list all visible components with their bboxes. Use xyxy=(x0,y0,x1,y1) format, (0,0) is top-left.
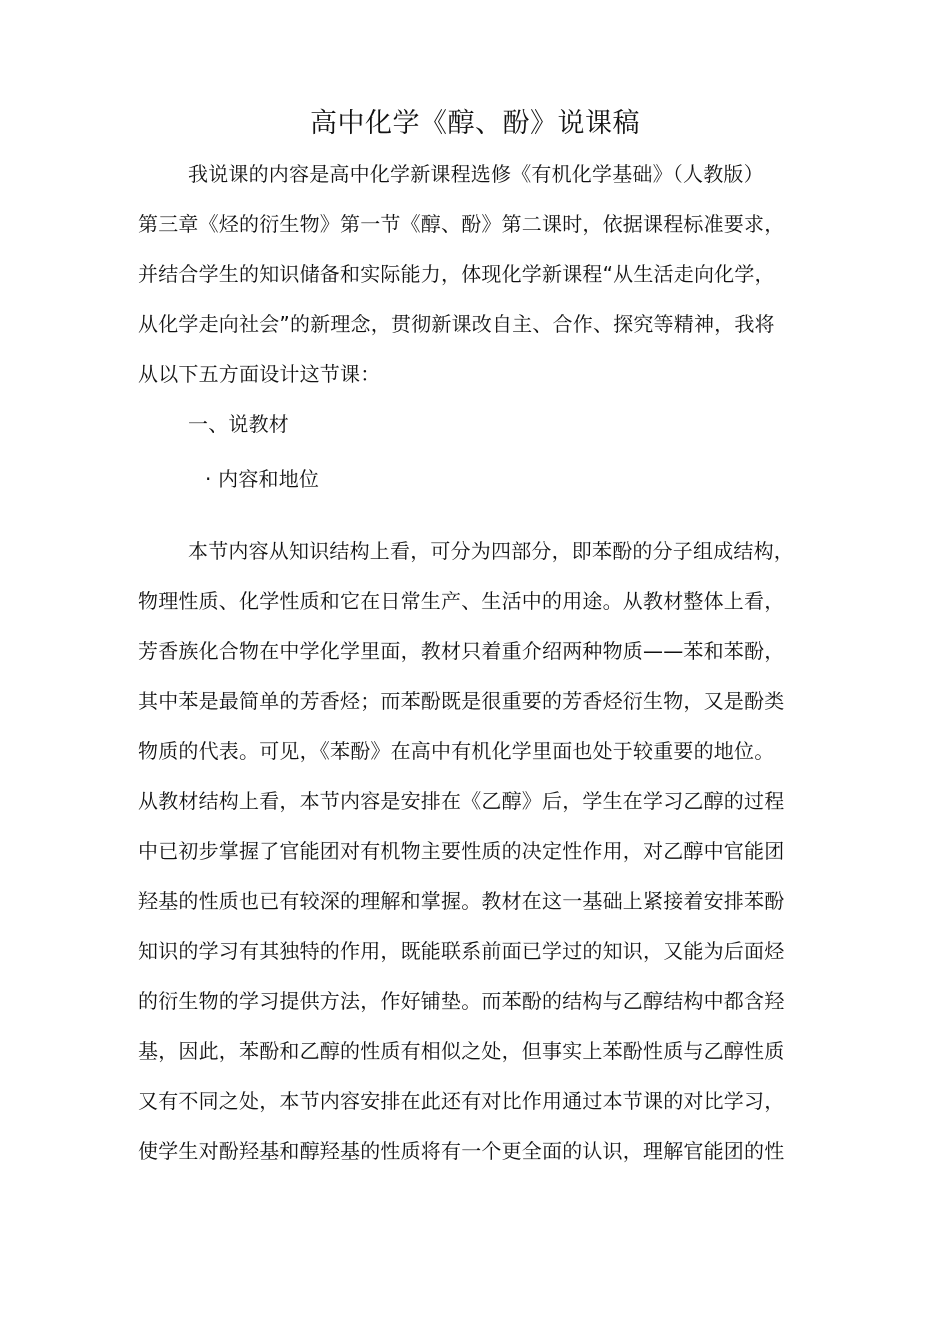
intro-line-3: 并结合学生的知识储备和实际能力，体现化学新课程“从生活走向化学， xyxy=(138,262,775,286)
body-line-3: 芳香族化合物在中学化学里面，教材只着重介绍两种物质——苯和苯酚， xyxy=(138,639,785,663)
body-line-8: 羟基的性质也已有较深的理解和掌握。教材在这一基础上紧接着安排苯酚 xyxy=(138,889,785,913)
intro-line-2: 第三章《烃的衍生物》第一节《醇、酚》第二课时，依据课程标准要求， xyxy=(138,212,785,236)
body-line-11: 基，因此，苯酚和乙醇的性质有相似之处，但事实上苯酚性质与乙醇性质 xyxy=(138,1039,785,1063)
body-line-4: 其中苯是最简单的芳香烃；而苯酚既是很重要的芳香烃衍生物，又是酚类 xyxy=(138,689,785,713)
body-line-1: 本节内容从知识结构上看，可分为四部分，即苯酚的分子组成结构， xyxy=(188,539,794,563)
body-line-2: 物理性质、化学性质和它在日常生产、生活中的用途。从教材整体上看， xyxy=(138,589,785,613)
body-line-10: 的衍生物的学习提供方法，作好铺垫。而苯酚的结构与乙醇结构中都含羟 xyxy=(138,989,785,1013)
body-line-5: 物质的代表。可见，《苯酚》在高中有机化学里面也处于较重要的地位。 xyxy=(138,739,775,763)
section-heading: 一、说教材 xyxy=(188,412,289,436)
body-line-12: 又有不同之处，本节内容安排在此还有对比作用通过本节课的对比学习， xyxy=(138,1089,785,1113)
body-line-13: 使学生对酚羟基和醇羟基的性质将有一个更全面的认识，理解官能团的性 xyxy=(138,1139,785,1163)
intro-line-4: 从化学走向社会”的新理念，贯彻新课改自主、合作、探究等精神，我将 xyxy=(138,312,775,336)
intro-line-1: 我说课的内容是高中化学新课程选修《有机化学基础》（人教版） xyxy=(188,162,764,186)
intro-line-5: 从以下五方面设计这节课： xyxy=(138,362,381,386)
body-line-9: 知识的学习有其独特的作用，既能联系前面已学过的知识，又能为后面烃 xyxy=(138,939,785,963)
subsection-heading: · 内容和地位 xyxy=(205,467,320,491)
body-line-7: 中已初步掌握了官能团对有机物主要性质的决定性作用，对乙醇中官能团 xyxy=(138,839,785,863)
body-line-6: 从教材结构上看，本节内容是安排在《乙醇》后，学生在学习乙醇的过程 xyxy=(138,789,785,813)
document-title: 高中化学《醇、酚》说课稿 xyxy=(310,108,640,139)
